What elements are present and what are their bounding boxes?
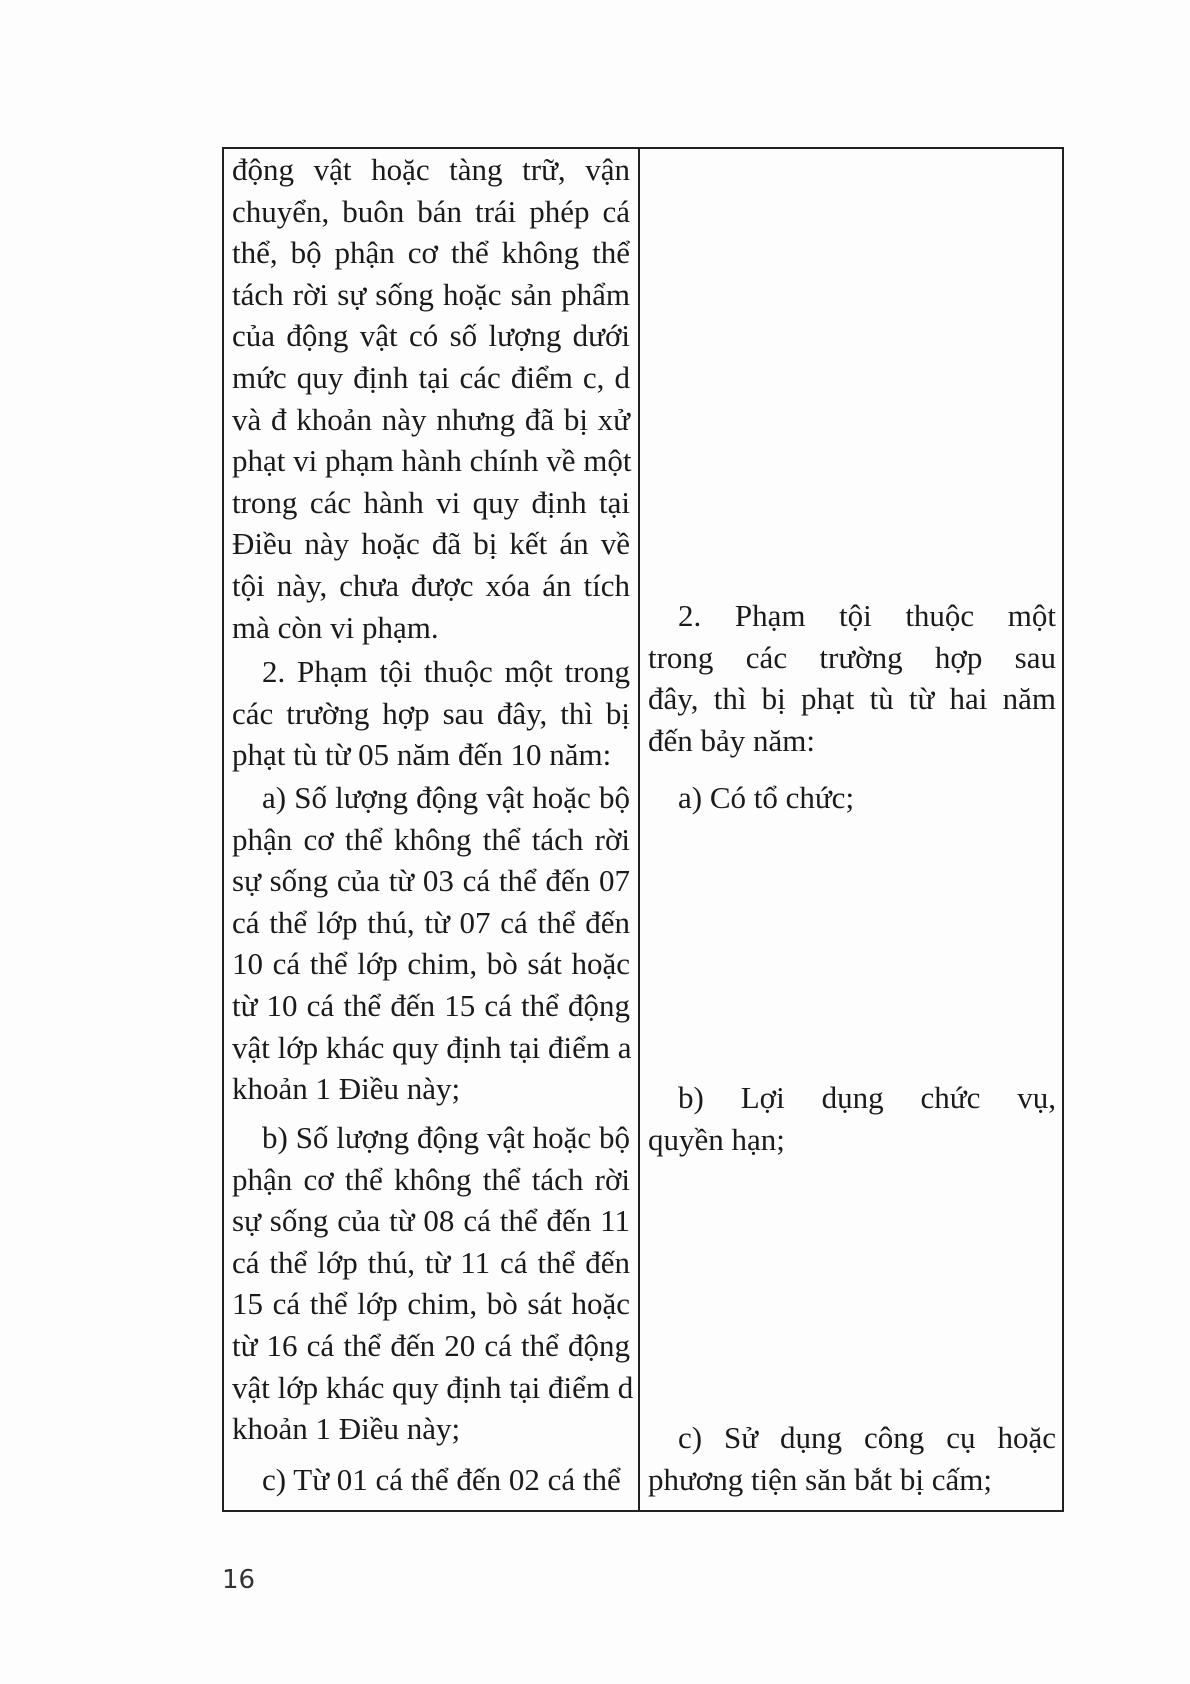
text-line: cá thể lớp thú, từ 11 cá thể đến xyxy=(232,1244,630,1280)
text-line: đến bảy năm: xyxy=(648,722,816,758)
text-line: của động vật có số lượng dưới xyxy=(232,318,630,354)
text-line: mức quy định tại các điểm c, d xyxy=(232,359,630,395)
text-line: và đ khoản này nhưng đã bị xử xyxy=(232,401,630,437)
text-line: động vật hoặc tàng trữ, vận xyxy=(232,152,630,187)
text-line: tội này, chưa được xóa án tích xyxy=(232,567,630,603)
page-number: 16 xyxy=(222,1565,256,1595)
left-paragraph-continuation xyxy=(232,149,630,648)
text-line: 2. Phạm tội thuộc một trong xyxy=(262,654,630,689)
text-line: từ 10 cá thể đến 15 cá thể động xyxy=(232,987,630,1023)
text-line: thể, bộ phận cơ thể không thể xyxy=(232,235,630,271)
text-line: các trường hợp sau đây, thì bị xyxy=(232,695,630,731)
text-line: c) Từ 01 cá thể đến 02 cá thể xyxy=(262,1462,621,1497)
text-line: b) Lợi dụng chức vụ, xyxy=(678,1080,1056,1115)
text-line: phận cơ thể không thể tách rời xyxy=(232,1161,630,1197)
text-line: quyền hạn; xyxy=(648,1121,785,1157)
text-line: khoản 1 Điều này; xyxy=(232,1071,461,1107)
left-paragraph-point-a xyxy=(232,777,630,1110)
right-paragraph-point-c xyxy=(648,1417,1056,1500)
text-line: b) Số lượng động vật hoặc bộ xyxy=(262,1120,630,1155)
text-line: vật lớp khác quy định tại điểm d xyxy=(232,1369,634,1405)
text-line: đây, thì bị phạt tù từ hai năm xyxy=(648,681,1056,717)
text-line: 2. Phạm tội thuộc một xyxy=(678,598,1056,633)
text-line: tách rời sự sống hoặc sản phẩm xyxy=(232,276,630,312)
comparison-table xyxy=(222,147,1064,1512)
text-line: từ 16 cá thể đến 20 cá thể động xyxy=(232,1327,630,1363)
text-line: chuyển, buôn bán trái phép cá xyxy=(232,193,630,229)
text-line: cá thể lớp thú, từ 07 cá thể đến xyxy=(232,904,630,940)
text-line: phận cơ thể không thể tách rời xyxy=(232,821,630,857)
left-paragraph-point-b xyxy=(232,1117,634,1450)
text-line: 15 cá thể lớp chim, bò sát hoặc xyxy=(232,1286,630,1322)
text-line: trong các trường hợp sau xyxy=(648,639,1056,675)
text-line: trong các hành vi quy định tại xyxy=(232,484,630,520)
text-line: phạt vi phạm hành chính về một xyxy=(232,443,632,479)
column-divider xyxy=(638,149,640,1510)
left-paragraph-clause-2 xyxy=(232,651,630,776)
right-paragraph-point-a xyxy=(648,777,1056,819)
text-line: a) Số lượng động vật hoặc bộ xyxy=(262,780,630,815)
text-line: 10 cá thể lớp chim, bò sát hoặc xyxy=(232,946,630,982)
text-line: sự sống của từ 03 cá thể đến 07 xyxy=(232,863,630,899)
text-line: phạt tù từ 05 năm đến 10 năm: xyxy=(232,737,612,773)
text-line: c) Sử dụng công cụ hoặc xyxy=(678,1420,1056,1455)
text-line: sự sống của từ 08 cá thể đến 11 xyxy=(232,1203,630,1239)
right-paragraph-clause-2 xyxy=(648,595,1056,761)
text-line: Điều này hoặc đã bị kết án về xyxy=(232,526,630,562)
text-line: mà còn vi phạm. xyxy=(232,609,439,645)
text-line: a) Có tổ chức; xyxy=(678,780,855,815)
text-line: vật lớp khác quy định tại điểm a xyxy=(232,1029,632,1065)
text-line: khoản 1 Điều này; xyxy=(232,1411,461,1447)
left-paragraph-point-c xyxy=(232,1459,630,1501)
right-paragraph-point-b xyxy=(648,1077,1056,1160)
text-line: phương tiện săn bắt bị cấm; xyxy=(648,1461,992,1497)
